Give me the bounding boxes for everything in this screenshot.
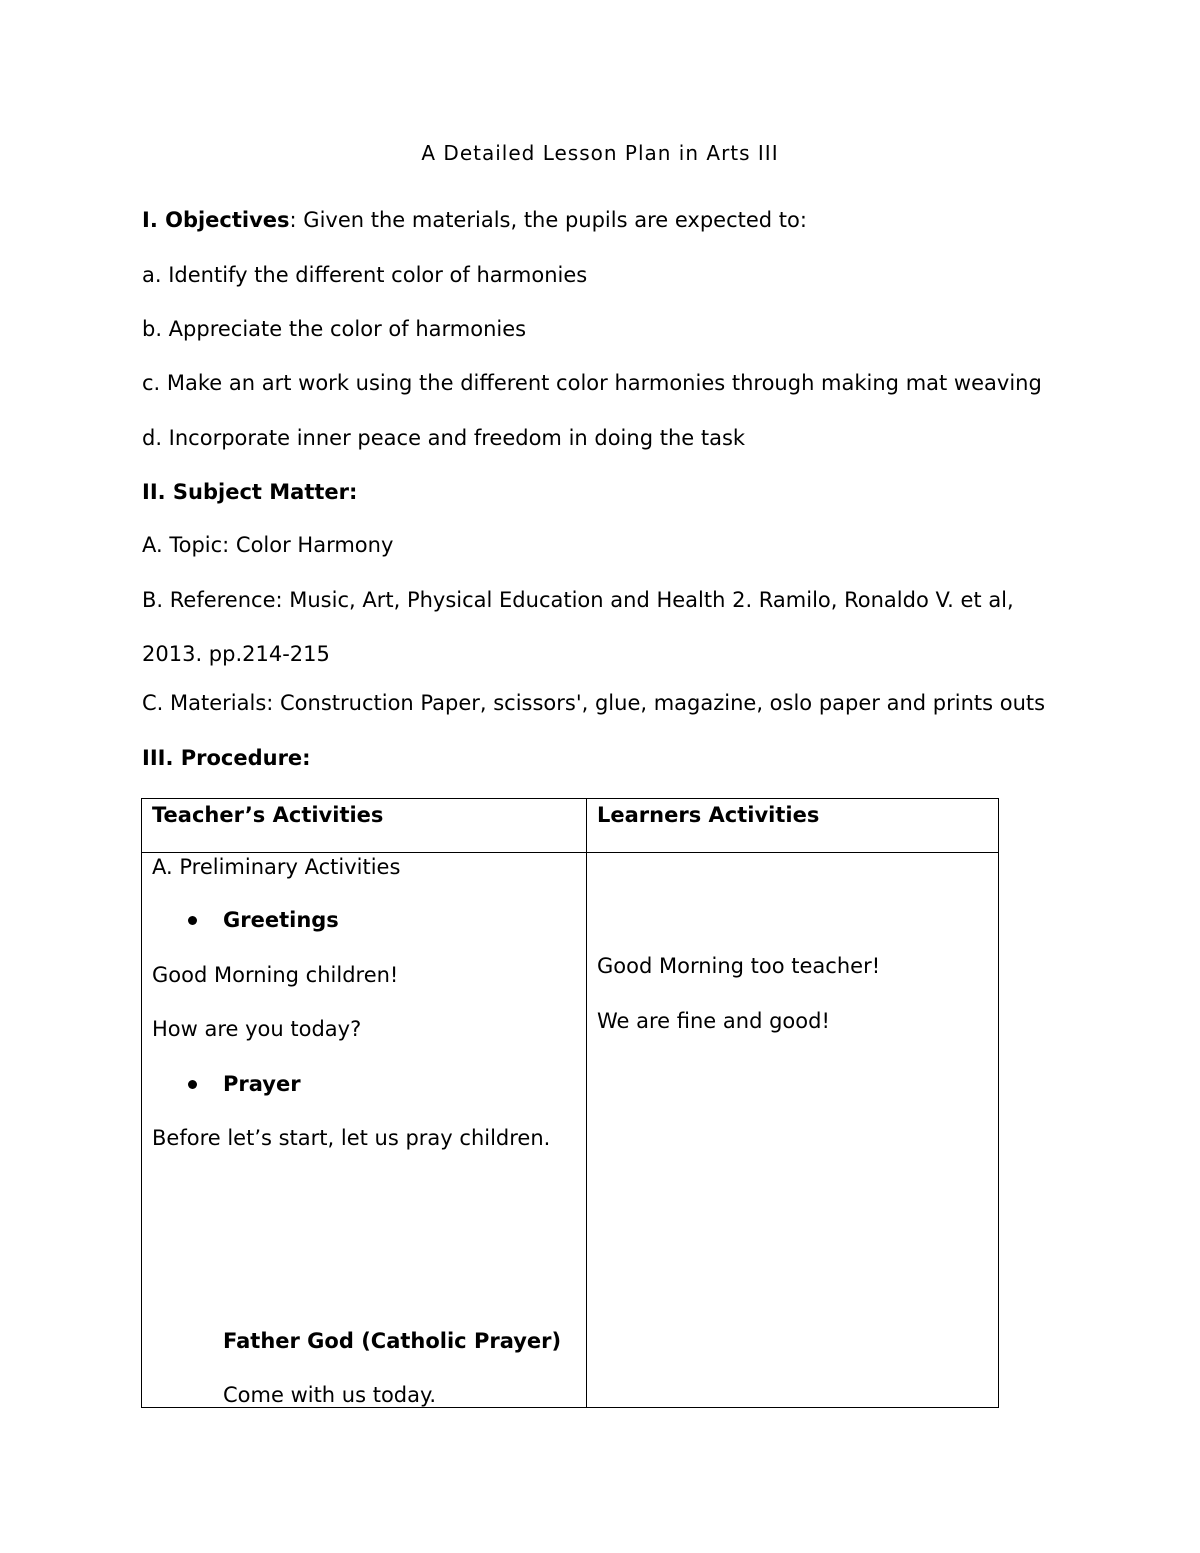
objective-item-b: b. Appreciate the color of harmonies [142, 317, 527, 341]
prayer-label: Prayer [223, 1072, 301, 1096]
learner-response-2: We are fine and good! [597, 1009, 830, 1033]
prayer-line-1: Come with us today. [223, 1383, 437, 1407]
subject-reference-line2: 2013. pp.214-215 [142, 642, 330, 666]
teacher-greeting-2: How are you today? [152, 1017, 362, 1041]
objectives-heading: I. Objectives [142, 208, 290, 232]
objectives-line [142, 207, 807, 233]
objective-item-d: d. Incorporate inner peace and freedom in doing the task [142, 426, 746, 450]
header-learner-activities: Learners Activities [597, 803, 820, 827]
table-header-divider [142, 852, 998, 853]
document-title: A Detailed Lesson Plan in Arts III [421, 141, 779, 165]
prayer-title: Father God (Catholic Prayer) [223, 1329, 562, 1353]
greetings-label: Greetings [223, 908, 339, 932]
table-column-divider [586, 799, 587, 1407]
objective-item-c: c. Make an art work using the different color harmonies through making mat weaving [142, 371, 1042, 395]
header-teacher-activities: Teacher’s Activities [152, 803, 384, 827]
subject-matter-heading: II. Subject Matter: [142, 480, 358, 504]
subject-materials: C. Materials: Construction Paper, scissors', glue, magazine, oslo paper and prints outs [142, 691, 1046, 715]
subject-reference-line1: B. Reference: Music, Art, Physical Education and Health 2. Ramilo, Ronaldo V. et al, [142, 588, 1014, 612]
subject-topic: A. Topic: Color Harmony [142, 533, 394, 557]
objective-item-a: a. Identify the different color of harmonies [142, 263, 588, 287]
objectives-intro: : Given the materials, the pupils are expected to: [289, 208, 807, 232]
learner-response-1: Good Morning too teacher! [597, 954, 881, 978]
bullet-icon [188, 916, 197, 925]
prayer-intro: Before let’s start, let us pray children. [152, 1126, 551, 1150]
teacher-greeting-1: Good Morning children! [152, 963, 399, 987]
preliminary-activities: A. Preliminary Activities [152, 855, 401, 879]
procedure-heading: III. Procedure: [142, 746, 311, 770]
bullet-icon [188, 1080, 197, 1089]
procedure-table [141, 798, 999, 1408]
